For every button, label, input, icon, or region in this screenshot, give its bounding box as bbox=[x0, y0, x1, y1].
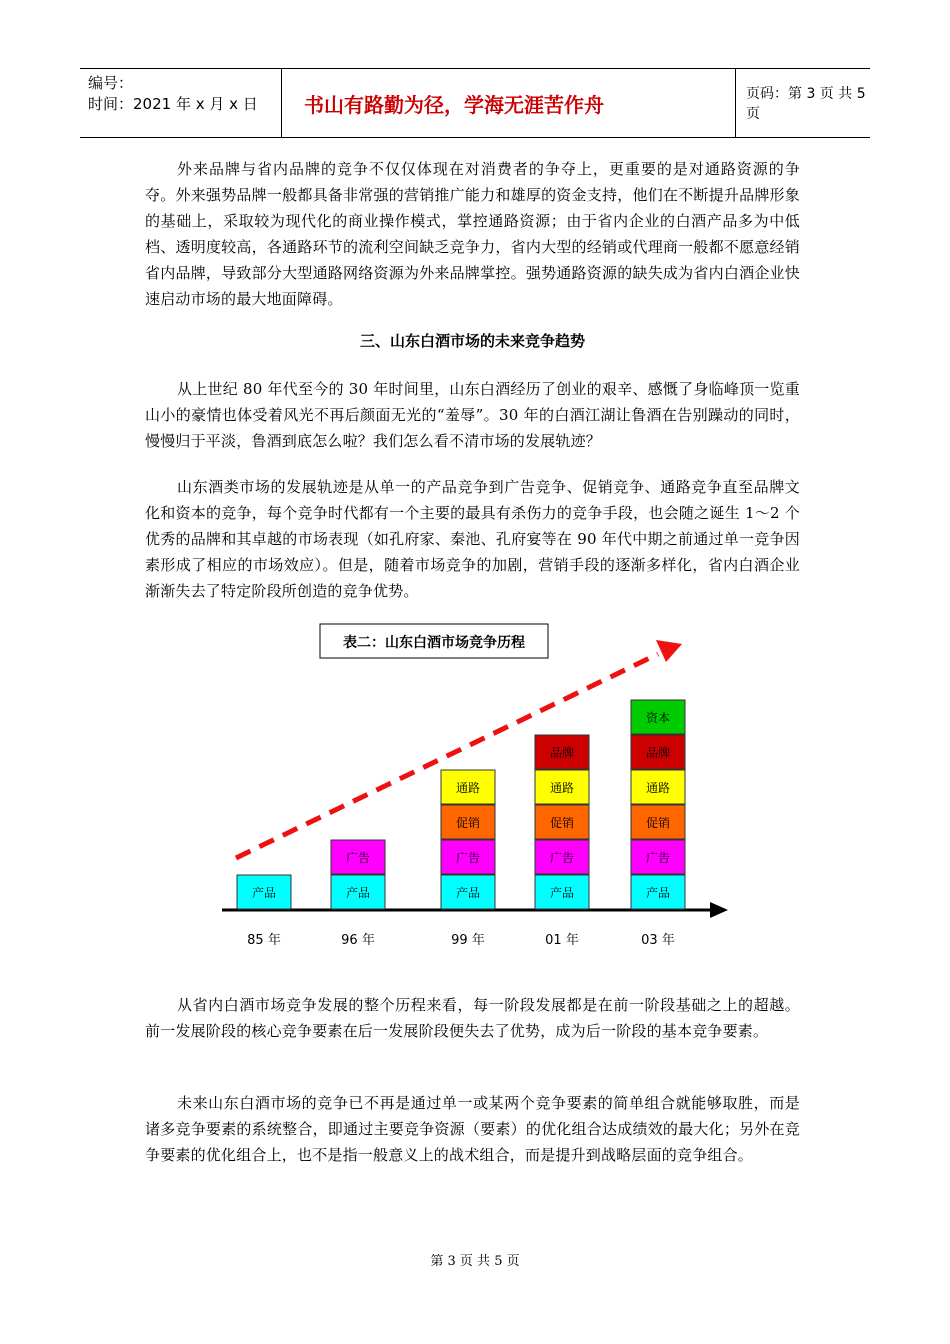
code-label: 编号： bbox=[88, 74, 134, 92]
page-footer: 第 3 页 共 5 页 bbox=[430, 1254, 520, 1269]
stack-label-5-2: 广告 bbox=[645, 851, 671, 865]
section-heading: 三、山东白酒市场的未来竞争趋势 bbox=[359, 332, 585, 350]
stack-label-3-3: 促销 bbox=[455, 816, 481, 830]
header-page-info: 页码：第 3 页 共 5 页 bbox=[746, 86, 866, 122]
stack-label-5-3: 促销 bbox=[645, 816, 671, 830]
category-label-5: 03 年 bbox=[641, 933, 675, 948]
stack-label-3-1: 产品 bbox=[455, 886, 481, 900]
paragraph-2: 从上世纪 80 年代至今的 30 年时间里，山东白酒经历了创业的艰辛、感慨了身临峰顶一览重山小的豪情也体受着风光不再后颜面无光的“羞辱”。30 年的白酒江湖让鲁酒在告别躁动的同时，慢慢归于平淡，鲁酒到底怎么啦？我们怎么看不清市场的发展轨迹？ bbox=[145, 380, 800, 450]
category-label-3: 99 年 bbox=[451, 933, 485, 948]
stack-label-4-2: 广告 bbox=[549, 851, 575, 865]
stack-label-5-4: 通路 bbox=[645, 781, 671, 795]
category-label-1: 85 年 bbox=[247, 933, 281, 948]
stack-label-5-6: 资本 bbox=[645, 711, 671, 725]
stack-label-4-1: 产品 bbox=[549, 886, 575, 900]
competition-history-chart bbox=[210, 618, 750, 958]
stack-label-3-2: 广告 bbox=[455, 851, 481, 865]
stack-label-3-4: 通路 bbox=[455, 781, 481, 795]
stack-label-5-5: 品牌 bbox=[645, 746, 671, 760]
paragraph-4: 从省内白酒市场竞争发展的整个历程来看，每一阶段发展都是在前一阶段基础之上的超越。前一发展阶段的核心竞争要素在后一发展阶段便失去了优势，成为后一阶段的基本竞争要素。 bbox=[145, 996, 800, 1040]
stack-label-5-1: 产品 bbox=[645, 886, 671, 900]
chart-title: 表二：山东白酒市场竞争历程 bbox=[343, 635, 525, 651]
paragraph-1: 外来品牌与省内品牌的竞争不仅仅体现在对消费者的争夺上，更重要的是对通路资源的争夺。外来强势品牌一般都具备非常强的营销推广能力和雄厚的资金支持，他们在不断提升品牌形象的基础上，采取较为现代化的商业操作模式，掌控通路资源；由于省内企业的白酒产品多为中低档、透明度较高，各通路环节的流利空间缺乏竞争力，省内大型的经销或代理商一般都不愿意经销省内品牌，导致部分大型通路网络资源为外来品牌掌控。强势通路资源的缺失成为省内白酒企业快速启动市场的最大地面障碍。 bbox=[145, 160, 800, 308]
page-header bbox=[80, 68, 870, 138]
header-meta bbox=[80, 69, 281, 137]
header-motto: 书山有路勤为径，学海无涯苦作舟 bbox=[281, 69, 736, 137]
paragraph-3: 山东酒类市场的发展轨迹是从单一的产品竞争到广告竞争、促销竞争、通路竞争直至品牌文化和资本的竞争，每个竞争时代都有一个主要的最具有杀伤力的竞争手段，也会随之诞生 1～2 个优秀的品牌和其卓越的市场表现（如孔府家、秦池、孔府宴等在 90 年代中期之前通过单一竞争因素形成了相应的市场效应）。但是，随着市场竞争的加剧，营销手段的逐渐多样化，省内白酒企业渐渐失去了特定阶段所创造的竞争优势。 bbox=[145, 478, 800, 600]
x-axis-arrowhead bbox=[710, 902, 728, 918]
paragraph-5: 未来山东白酒市场的竞争已不再是通过单一或某两个竞争要素的简单组合就能够取胜，而是诸多竞争要素的系统整合，即通过主要竞争资源（要素）的优化组合达成绩效的最大化；另外在竞争要素的优化组合上，也不是指一般意义上的战术组合，而是提升到战略层面的竞争组合。 bbox=[145, 1094, 800, 1164]
stack-label-1-1: 产品 bbox=[251, 886, 277, 900]
stack-label-4-4: 通路 bbox=[549, 781, 575, 795]
date-line: 时间：2021 年 x 月 x 日 bbox=[88, 95, 258, 113]
stack-label-2-2: 广告 bbox=[345, 851, 371, 865]
stack-label-4-5: 品牌 bbox=[549, 746, 575, 760]
stack-label-2-1: 产品 bbox=[345, 886, 371, 900]
trend-arrow-head bbox=[656, 640, 682, 662]
stack-label-4-3: 促销 bbox=[549, 816, 575, 830]
category-label-2: 96 年 bbox=[341, 933, 375, 948]
category-label-4: 01 年 bbox=[545, 933, 579, 948]
